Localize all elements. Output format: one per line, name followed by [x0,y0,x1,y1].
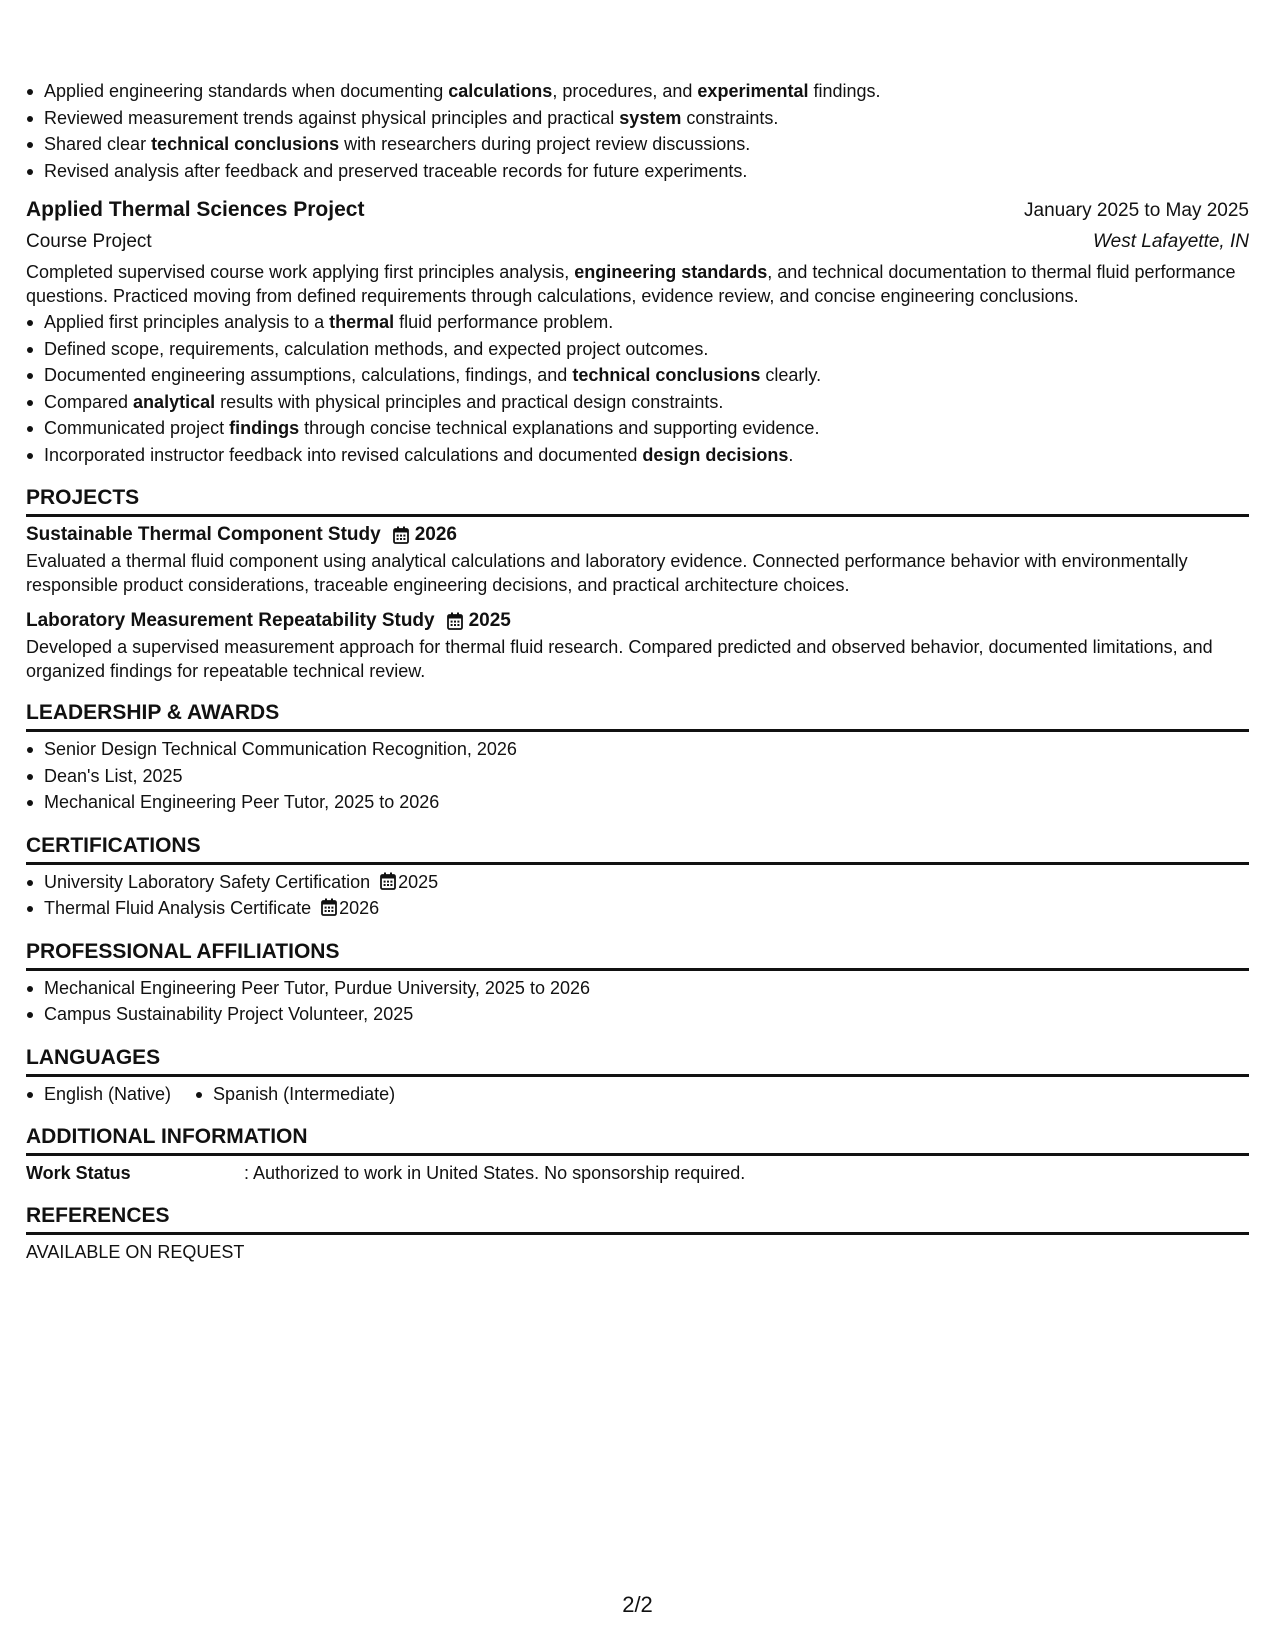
work-status-row [26,1160,1249,1186]
list-item: Revised analysis after feedback and preserved traceable records for future experiments. [26,158,1249,185]
languages-section [26,1045,1249,1107]
project-year: 2025 [468,610,511,631]
language-item: Spanish (Intermediate) [195,1081,395,1107]
list-item: Senior Design Technical Communication Recognition, 2026 [26,736,1249,763]
experience-location: West Lafayette, IN [1093,231,1249,252]
list-item: Compared analytical results with physical principles and practical design constraints. [26,389,1249,416]
section-heading-references: REFERENCES [26,1203,1249,1235]
project-title: Laboratory Measurement Repeatability Study [26,610,435,631]
certification-name: University Laboratory Safety Certification [44,871,371,892]
experience-entry [26,195,1249,468]
calendar-icon [447,612,463,630]
project-title: Sustainable Thermal Component Study [26,524,381,545]
experience-organization: Course Project [26,231,152,252]
references-section [26,1203,1249,1265]
list-item: Mechanical Engineering Peer Tutor, Purdue University, 2025 to 2026 [26,975,1249,1002]
project-year: 2026 [414,524,457,545]
affiliations-section [26,939,1249,1028]
calendar-icon [321,898,337,916]
experience-bullets [26,309,1249,468]
experience-summary: Completed supervised course work applying first principles analysis, engineering standards, and technical documentation to thermal fluid performance questions. Practiced moving from defined requirements through calculations, evidence review, and concise engineering conclusions. [26,262,1236,306]
section-heading-affiliations: PROFESSIONAL AFFILIATIONS [26,939,1249,971]
work-status-value: : Authorized to work in United States. No sponsorship required. [244,1162,746,1183]
section-heading-certifications: CERTIFICATIONS [26,833,1249,865]
project-item [26,521,1249,597]
list-item: Applied engineering standards when documenting calculations, procedures, and experimental findings. [26,78,1249,105]
project-description: Developed a supervised measurement approach for thermal fluid research. Compared predicted and observed behavior, documented limitations, and organized findings for repeatable technical review. [26,637,1213,681]
list-item: Incorporated instructor feedback into revised calculations and documented design decisions. [26,442,1249,469]
work-status-label: Work Status [26,1162,131,1183]
calendar-icon [380,872,396,890]
references-text: AVAILABLE ON REQUEST [26,1241,245,1262]
list-item: Documented engineering assumptions, calculations, findings, and technical conclusions clearly. [26,362,1249,389]
list-item [26,895,1249,922]
section-heading-additional: ADDITIONAL INFORMATION [26,1124,1249,1156]
certification-name: Thermal Fluid Analysis Certificate [44,898,312,918]
list-item: Reviewed measurement trends against physical principles and practical system constraints. [26,105,1249,132]
list-item: Defined scope, requirements, calculation methods, and expected project outcomes. [26,336,1249,363]
list-item: Communicated project findings through concise technical explanations and supporting evidence. [26,415,1249,442]
certification-year: 2025 [398,871,439,892]
experience-dates: January 2025 to May 2025 [1024,200,1249,221]
experience-title: Applied Thermal Sciences Project [26,198,365,221]
certification-year: 2026 [339,898,380,918]
language-item: English (Native) [26,1081,171,1107]
prev-experience-bullets [26,78,1249,184]
leadership-section [26,700,1249,816]
certifications-section [26,833,1249,922]
projects-section [26,485,1249,683]
additional-section [26,1124,1249,1186]
section-heading-languages: LANGUAGES [26,1045,1249,1077]
list-item: Mechanical Engineering Peer Tutor, 2025 to 2026 [26,789,1249,816]
section-heading-leadership: LEADERSHIP & AWARDS [26,700,1249,732]
section-heading-projects: PROJECTS [26,485,1249,517]
resume-page [26,78,1249,1265]
list-item: Applied first principles analysis to a thermal fluid performance problem. [26,309,1249,336]
project-item [26,607,1249,683]
page-number: 2/2 [622,1592,653,1617]
list-item: Shared clear technical conclusions with researchers during project review discussions. [26,131,1249,158]
list-item: Campus Sustainability Project Volunteer, 2025 [26,1001,1249,1028]
project-description: Evaluated a thermal fluid component using analytical calculations and laboratory evidence. Connected performance behavior with environmentally responsible product considerations, traceable engineering decisions, and practical architecture choices. [26,551,1188,595]
list-item: Dean's List, 2025 [26,763,1249,790]
calendar-icon [393,526,409,544]
list-item [26,869,1249,896]
